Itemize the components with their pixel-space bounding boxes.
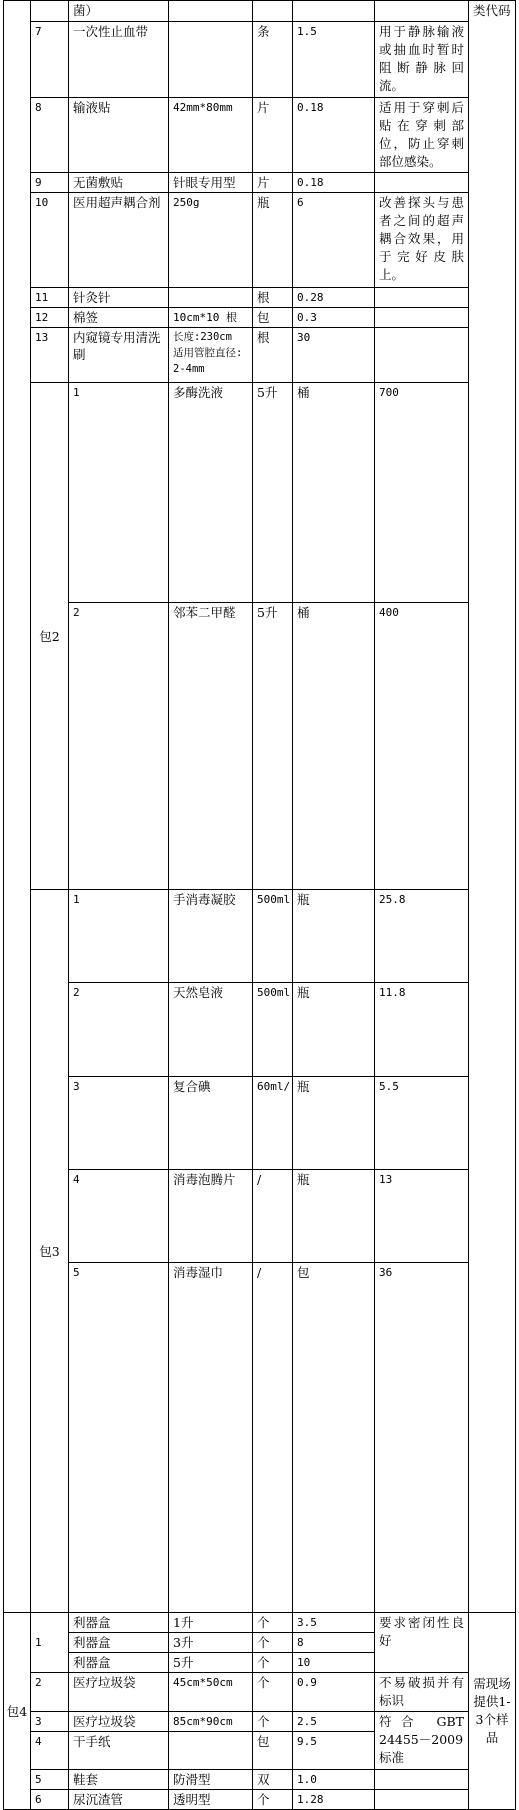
row-qty: 0.9	[293, 1673, 375, 1712]
row-no: 2	[69, 602, 169, 889]
row-name: 干手纸	[69, 1732, 169, 1770]
row-no: 13	[31, 328, 69, 383]
row-qty: 1.0	[293, 1770, 375, 1790]
row-unit: 瓶	[293, 890, 375, 983]
row-no: 5	[69, 1263, 169, 1613]
row-unit: 片	[253, 98, 293, 173]
row-name: 医用超声耦合剂	[69, 193, 169, 288]
row-name: 手消毒凝胶	[169, 890, 253, 983]
row-unit: 瓶	[293, 1169, 375, 1262]
row-qty: 11.8	[375, 983, 469, 1076]
row-spec: 250g	[169, 193, 253, 288]
row-no: 2	[31, 1673, 69, 1712]
table-row	[4, 173, 516, 193]
row-desc: 适用于穿刺后贴在穿刺部位，防止穿刺部位感染。	[375, 98, 469, 173]
row-spec: 5升	[253, 602, 293, 889]
table-row	[4, 288, 516, 308]
row-unit: 双	[253, 1770, 293, 1790]
table-row	[4, 1, 516, 22]
row-no: 8	[31, 98, 69, 173]
row-name: 菌）	[69, 1, 169, 22]
row-qty: 36	[375, 1263, 469, 1613]
row-spec: 5升	[253, 383, 293, 603]
category-cell: 类代码	[469, 1, 516, 1613]
row-qty: 700	[375, 383, 469, 603]
row-name: 医疗垃圾袋	[69, 1673, 169, 1712]
row-spec: 500ml	[253, 983, 293, 1076]
row-unit: 个	[253, 1712, 293, 1732]
row-unit: 个	[253, 1633, 293, 1653]
row-name: 输液贴	[69, 98, 169, 173]
row-no: 5	[31, 1770, 69, 1790]
row-name: 尿沉渣管	[69, 1790, 169, 1810]
row-qty	[293, 1, 375, 22]
row-unit: 根	[253, 328, 293, 383]
row-no: 4	[69, 1169, 169, 1262]
row-no: 10	[31, 193, 69, 288]
row-name: 一次性止血带	[69, 22, 169, 98]
row-spec: 长度:230cm 适用管腔直径: 2-4mm	[169, 328, 253, 383]
row-qty: 8	[293, 1633, 375, 1653]
table-row	[4, 328, 516, 383]
row-qty: 0.28	[293, 288, 375, 308]
row-unit: 包	[293, 1263, 375, 1613]
row-spec: 3升	[169, 1633, 253, 1653]
row-qty: 3.5	[293, 1613, 375, 1633]
row-unit: 根	[253, 288, 293, 308]
row-unit: 个	[253, 1653, 293, 1673]
table-row	[4, 1076, 516, 1169]
row-qty: 9.5	[293, 1732, 375, 1770]
row-name: 无菌敷贴	[69, 173, 169, 193]
row-unit: 条	[253, 22, 293, 98]
row-no: 3	[69, 1076, 169, 1169]
row-spec: 针眼专用型	[169, 173, 253, 193]
row-unit: 瓶	[293, 1076, 375, 1169]
row-desc	[375, 1790, 469, 1810]
row-unit: 片	[253, 173, 293, 193]
table-row	[4, 22, 516, 98]
row-name: 内窥镜专用清洗刷	[69, 328, 169, 383]
row-desc: 要求密闭性良好	[375, 1613, 469, 1673]
row-desc	[375, 1, 469, 22]
group-label: 包2	[31, 383, 69, 890]
row-no: 3	[31, 1712, 69, 1732]
row-spec: 60ml/	[253, 1076, 293, 1169]
row-name: 利器盒	[69, 1613, 169, 1633]
row-qty: 5.5	[375, 1076, 469, 1169]
table-row	[4, 308, 516, 328]
row-spec: 45cm*50cm	[169, 1673, 253, 1712]
row-name: 医疗垃圾袋	[69, 1712, 169, 1732]
row-no: 6	[31, 1790, 69, 1810]
row-desc: 符合 GBT 24455－2009 标准	[375, 1712, 469, 1770]
row-spec: 透明型	[169, 1790, 253, 1810]
row-qty: 0.18	[293, 98, 375, 173]
row-name: 多酶洗液	[169, 383, 253, 603]
row-no: 9	[31, 173, 69, 193]
row-no: 1	[69, 383, 169, 603]
row-spec: /	[253, 1169, 293, 1262]
group-label: 包3	[31, 890, 69, 1613]
row-desc: 不易破损并有标识	[375, 1673, 469, 1712]
row-qty: 25.8	[375, 890, 469, 983]
category-cell: 需现场提供1-3个样品	[469, 1613, 516, 1810]
row-qty: 2.5	[293, 1712, 375, 1732]
row-unit: 瓶	[253, 193, 293, 288]
row-name: 天然皂液	[169, 983, 253, 1076]
table-row	[4, 1790, 516, 1810]
row-no: 7	[31, 22, 69, 98]
row-desc	[375, 308, 469, 328]
row-qty: 30	[293, 328, 375, 383]
row-no: 4	[31, 1732, 69, 1770]
table-row	[4, 383, 516, 603]
table-row	[4, 1673, 516, 1712]
row-qty: 10	[293, 1653, 375, 1673]
row-no: 1	[31, 1613, 69, 1673]
row-qty: 13	[375, 1169, 469, 1262]
row-spec: 85cm*90cm	[169, 1712, 253, 1732]
group-label: 包4	[4, 1613, 31, 1810]
row-name: 利器盒	[69, 1633, 169, 1653]
table-row	[4, 602, 516, 889]
row-name: 利器盒	[69, 1653, 169, 1673]
row-unit: 瓶	[293, 983, 375, 1076]
row-qty: 0.18	[293, 173, 375, 193]
row-qty: 400	[375, 602, 469, 889]
row-no: 11	[31, 288, 69, 308]
row-name: 消毒泡腾片	[169, 1169, 253, 1262]
table-row	[4, 983, 516, 1076]
row-spec	[169, 22, 253, 98]
row-desc: 用于静脉输液或抽血时暂时阻断静脉回流。	[375, 22, 469, 98]
row-name: 鞋套	[69, 1770, 169, 1790]
row-qty: 6	[293, 193, 375, 288]
row-desc: 改善探头与患者之间的超声耦合效果，用于完好皮肤上。	[375, 193, 469, 288]
product-table	[3, 0, 516, 1810]
table-row	[4, 1169, 516, 1262]
row-desc	[375, 173, 469, 193]
row-spec	[169, 288, 253, 308]
row-name: 针灸针	[69, 288, 169, 308]
row-spec: 10cm*10 根	[169, 308, 253, 328]
row-unit: 桶	[293, 602, 375, 889]
table-row	[4, 1613, 516, 1633]
row-desc	[375, 288, 469, 308]
row-unit: 个	[253, 1790, 293, 1810]
row-no	[31, 1, 69, 22]
row-unit: 桶	[293, 383, 375, 603]
row-qty: 1.28	[293, 1790, 375, 1810]
row-spec: 5升	[169, 1653, 253, 1673]
group-cell	[4, 1, 31, 1613]
row-unit: 包	[253, 308, 293, 328]
row-name: 棉签	[69, 308, 169, 328]
row-unit: 个	[253, 1673, 293, 1712]
table-row	[4, 193, 516, 288]
row-spec: 防滑型	[169, 1770, 253, 1790]
row-qty: 0.3	[293, 308, 375, 328]
row-spec: 1升	[169, 1613, 253, 1633]
row-unit: 个	[253, 1613, 293, 1633]
row-desc	[375, 1770, 469, 1790]
row-spec	[169, 1, 253, 22]
row-name: 消毒湿巾	[169, 1263, 253, 1613]
table-row	[4, 98, 516, 173]
row-spec: /	[253, 1263, 293, 1613]
row-qty: 1.5	[293, 22, 375, 98]
table-row	[4, 890, 516, 983]
table-row	[4, 1712, 516, 1732]
row-spec: 42mm*80mm	[169, 98, 253, 173]
row-no: 12	[31, 308, 69, 328]
row-unit	[253, 1, 293, 22]
row-desc	[375, 328, 469, 383]
row-no: 2	[69, 983, 169, 1076]
table-row	[4, 1263, 516, 1613]
row-spec	[169, 1732, 253, 1770]
row-unit: 包	[253, 1732, 293, 1770]
row-spec: 500ml	[253, 890, 293, 983]
row-no: 1	[69, 890, 169, 983]
table-row	[4, 1770, 516, 1790]
row-name: 复合碘	[169, 1076, 253, 1169]
row-name: 邻苯二甲醛	[169, 602, 253, 889]
